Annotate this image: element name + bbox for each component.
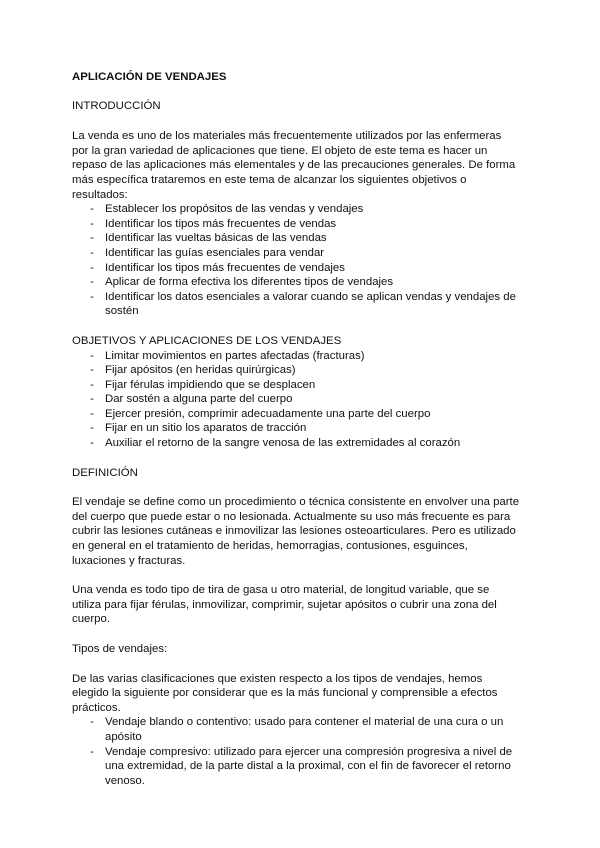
list-item: - Auxiliar el retorno de la sangre venosa de las extremidades al corazón — [90, 436, 520, 451]
intro-objectives-list — [72, 202, 520, 319]
list-item: - Identificar las guías esenciales para vendar — [90, 246, 520, 261]
types-intro-paragraph: De las varias clasificaciones que existen respecto a los tipos de vendajes, hemos elegido la siguiente por considerar que es la más funcional y comprensible a efectos prácticos. — [72, 672, 498, 714]
types-list — [72, 715, 520, 788]
objectives-list — [72, 349, 520, 451]
list-item: - Vendaje blando o contentivo: usado para contener el material de una cura o un apósito — [90, 715, 520, 744]
list-item: - Identificar los tipos más frecuentes de vendajes — [90, 261, 520, 276]
list-item: - Fijar férulas impidiendo que se desplacen — [90, 378, 520, 393]
document-title: APLICACIÓN DE VENDAJES — [72, 71, 227, 83]
intro-heading: INTRODUCCIÓN — [72, 99, 161, 112]
types-heading: Tipos de vendajes: — [72, 643, 168, 655]
list-item: - Fijar en un sitio los aparatos de tracción — [90, 421, 520, 436]
list-item: - Aplicar de forma efectiva los diferentes tipos de vendajes — [90, 275, 520, 290]
list-item: - Ejercer presión, comprimir adecuadamente una parte del cuerpo — [90, 407, 520, 422]
list-item: - Identificar los tipos más frecuentes de vendas — [90, 217, 520, 232]
list-item: - Identificar las vueltas básicas de las vendas — [90, 231, 520, 246]
list-item: - Limitar movimientos en partes afectadas (fracturas) — [90, 349, 520, 364]
venda-paragraph: Una venda es todo tipo de tira de gasa u otro material, de longitud variable, que se utiliza para fijar férulas, inmovilizar, comprimir, sujetar apósitos o cubrir una zona del cuerpo. — [72, 584, 497, 626]
list-item: - Fijar apósitos (en heridas quirúrgicas) — [90, 363, 520, 378]
objectives-heading: OBJETIVOS Y APLICACIONES DE LOS VENDAJES — [72, 334, 342, 347]
list-item: - Establecer los propósitos de las vendas y vendajes — [90, 202, 520, 217]
list-item: - Dar sostén a alguna parte del cuerpo — [90, 392, 520, 407]
list-item: - Identificar los datos esenciales a valorar cuando se aplican vendas y vendajes de sostén — [90, 290, 520, 319]
intro-paragraph: La venda es uno de los materiales más frecuentemente utilizados por las enfermeras por la gran variedad de aplicaciones que tiene. El objeto de este tema es hacer un repaso de las aplicaciones más elementales y de las precauciones generales. De forma más específica trataremos en este tema de alcanzar los siguientes objetivos o resultados: — [72, 130, 516, 201]
list-item: - Vendaje compresivo: utilizado para ejercer una compresión progresiva a nivel de una extremidad, de la parte distal a la proximal, con el fin de favorecer el retorno venoso. — [90, 745, 520, 789]
definition-heading: DEFINICIÓN — [72, 466, 138, 479]
definition-paragraph: El vendaje se define como un procedimiento o técnica consistente en envolver una parte del cuerpo que puede estar o no lesionada. Actualmente su uso más frecuente es para cubrir las lesiones cutáneas e inmovilizar las lesiones osteoarticulares. Pero es utilizado en general en el tratamiento de heridas, hemorragias, contusiones, esguinces, luxaciones y fracturas. — [72, 496, 520, 567]
